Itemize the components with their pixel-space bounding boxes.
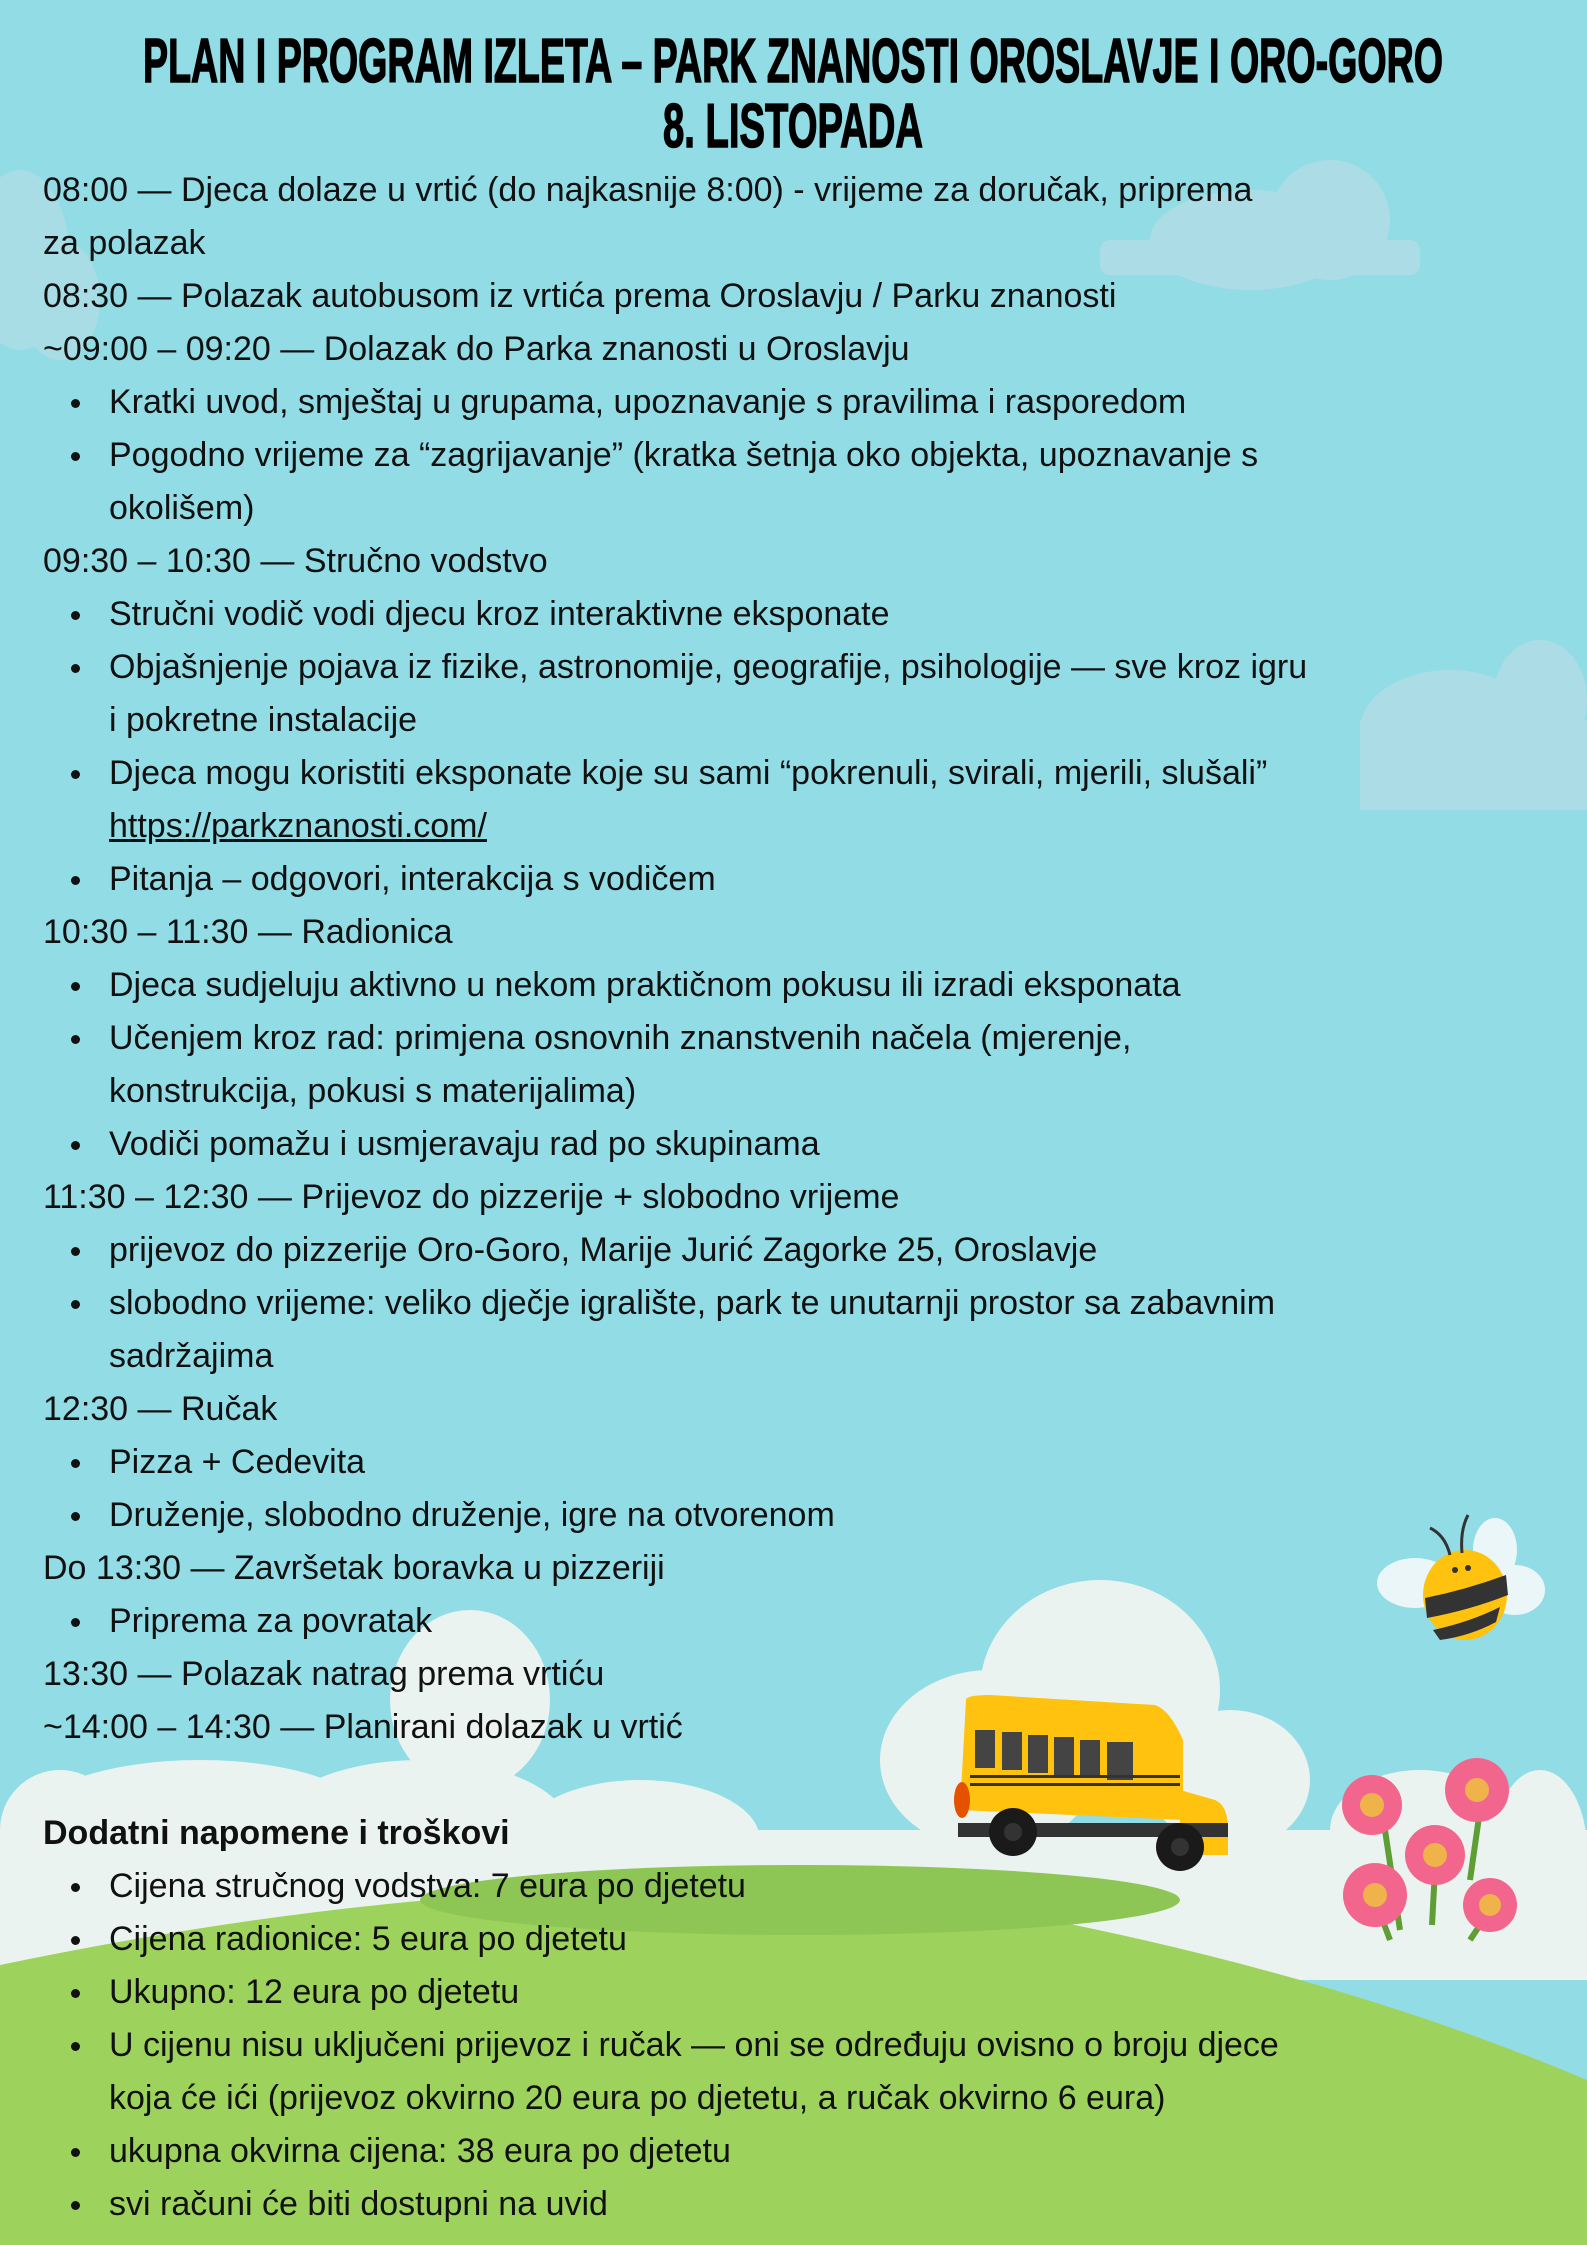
item-text: Objašnjenje pojava iz fizike, astronomije, geografije, psihologije — sve kroz igru [109,648,1308,686]
item-text: ukupna okvirna cijena: 38 eura po djetetu [109,2132,731,2170]
item-continuation: okolišem) [109,489,255,527]
item-text: 10:30 – 11:30 — Radionica [43,913,453,951]
item-text: Druženje, slobodno druženje, igre na otvorenom [109,1496,835,1534]
bullet-item [43,959,1563,1012]
item-text: 12:30 — Ručak [43,1390,278,1428]
item-text: ~14:00 – 14:30 — Planirani dolazak u vrtić [43,1708,683,1746]
item-text: Stručni vodič vodi djecu kroz interaktivne eksponate [109,595,890,633]
bullet-icon [71,770,80,779]
item-text: Cijena radionice: 5 eura po djetetu [109,1920,627,1958]
item-text: Do 13:30 — Završetak boravka u pizzeriji [43,1549,665,1587]
item-text: Djeca mogu koristiti eksponate koje su sami “pokrenuli, svirali, mjerili, slušali” [109,754,1268,792]
item-text: 09:30 – 10:30 — Stručno vodstvo [43,542,548,580]
item-text: 11:30 – 12:30 — Prijevoz do pizzerije + slobodno vrijeme [43,1178,900,1216]
costs-heading: Dodatni napomene i troškovi [43,1814,510,1852]
bullet-icon [71,664,80,673]
schedule-time-entry [43,1171,1563,1224]
page-subtitle-date [0,89,1587,159]
schedule-time-entry [43,164,1563,217]
bullet-icon [71,1247,80,1256]
bullet-item [43,853,1563,906]
bullet-item [43,429,1563,482]
program-content [43,164,1563,2231]
schedule-time-entry [43,906,1563,959]
schedule-time-entry [43,1701,1563,1754]
bullet-icon [71,452,80,461]
bullet-icon [71,876,80,885]
item-text: Priprema za povratak [109,1602,433,1640]
item-text: 08:30 — Polazak autobusom iz vrtića prema Oroslavju / Parku znanosti [43,277,1117,315]
item-text: ~09:00 – 09:20 — Dolazak do Parka znanosti u Oroslavju [43,330,910,368]
bullet-icon [71,1459,80,1468]
item-continuation: konstrukcija, pokusi s materijalima) [109,1072,637,1110]
schedule-time-entry [43,1542,1563,1595]
page-subtitle-text: 8. LISTOPADA [663,92,923,159]
item-text: Pogodno vrijeme za “zagrijavanje” (kratka šetnja oko objekta, upoznavanje s [109,436,1259,474]
bullet-icon [71,399,80,408]
bullet-item [43,376,1563,429]
bullet-item [43,641,1563,694]
bullet-icon [71,982,80,991]
schedule-time-entry [43,535,1563,588]
item-text: Pitanja – odgovori, interakcija s vodičem [109,860,716,898]
bullet-item [43,2019,1563,2072]
item-text: Cijena stručnog vodstva: 7 eura po djetetu [109,1867,746,1905]
item-text: 08:00 — Djeca dolaze u vrtić (do najkasnije 8:00) - vrijeme za doručak, priprema [43,171,1253,209]
page-title-text: PLAN I PROGRAM IZLETA – PARK ZNANOSTI OROSLAVJE I ORO-GORO [143,27,1443,94]
bullet-icon [71,1300,80,1309]
bullet-icon [71,1883,80,1892]
bullet-item [43,1595,1563,1648]
item-text: Učenjem kroz rad: primjena osnovnih znanstvenih načela (mjerenje, [109,1019,1132,1057]
bullet-item [43,2125,1563,2178]
item-continuation: koja će ići (prijevoz okvirno 20 eura po djetetu, a ručak okvirno 6 eura) [109,2079,1166,2117]
item-text: U cijenu nisu uključeni prijevoz i ručak — oni se određuju ovisno o broju djece [109,2026,1279,2064]
bullet-item [43,1966,1563,2019]
item-text: Djeca sudjeluju aktivno u nekom praktičnom pokusu ili izradi eksponata [109,966,1181,1004]
item-text: 13:30 — Polazak natrag prema vrtiću [43,1655,605,1693]
bullet-item [43,1224,1563,1277]
bullet-icon [71,1989,80,1998]
item-text: slobodno vrijeme: veliko dječje igralište, park te unutarnji prostor sa zabavnim [109,1284,1276,1322]
page-title [0,24,1587,94]
bullet-item [43,2178,1563,2231]
bullet-icon [71,2201,80,2210]
item-text: Kratki uvod, smještaj u grupama, upoznavanje s pravilima i rasporedom [109,383,1187,421]
bullet-item [43,1860,1563,1913]
item-text: Vodiči pomažu i usmjeravaju rad po skupinama [109,1125,820,1163]
schedule-time-entry [43,270,1563,323]
bullet-icon [71,2042,80,2051]
bullet-icon [71,2148,80,2157]
bullet-icon [71,611,80,620]
item-text: Pizza + Cedevita [109,1443,366,1481]
bullet-item [43,1436,1563,1489]
item-text: prijevoz do pizzerije Oro-Goro, Marije Jurić Zagorke 25, Oroslavje [109,1231,1098,1269]
bullet-icon [71,1618,80,1627]
item-text: svi računi će biti dostupni na uvid [109,2185,608,2223]
bullet-item [43,588,1563,641]
bullet-item [43,1012,1563,1065]
schedule-time-entry [43,323,1563,376]
bullet-icon [71,1512,80,1521]
park-website-link[interactable]: https://parkznanosti.com/ [109,807,487,845]
link-line [43,800,1563,853]
item-text: Ukupno: 12 eura po djetetu [109,1973,520,2011]
item-continuation: sadržajima [109,1337,274,1375]
bullet-icon [71,1141,80,1150]
bullet-item [43,747,1563,800]
item-continuation: i pokretne instalacije [109,701,418,739]
item-continuation: za polazak [43,224,206,262]
bullet-item [43,1277,1563,1330]
bullet-icon [71,1936,80,1945]
bullet-item [43,1489,1563,1542]
bullet-item [43,1118,1563,1171]
schedule-time-entry [43,1383,1563,1436]
bullet-icon [71,1035,80,1044]
schedule-time-entry [43,1648,1563,1701]
bullet-item [43,1913,1563,1966]
